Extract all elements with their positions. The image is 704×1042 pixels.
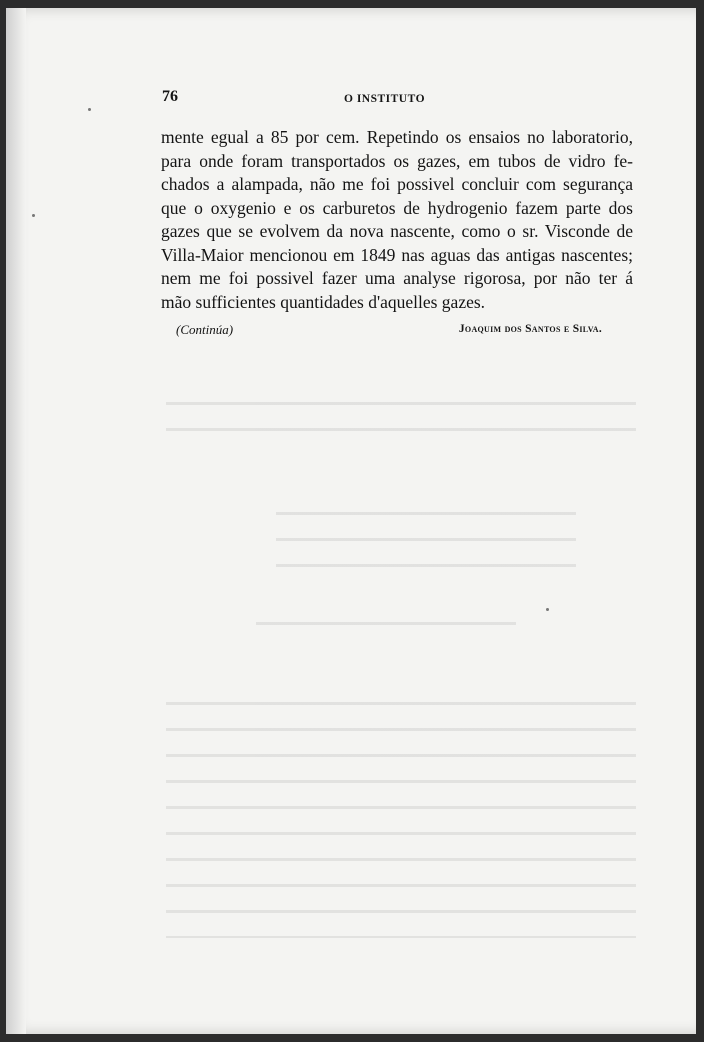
text-line: mente egual a 85 por cem. Repetindo os ensaios no laboratorio, <box>161 127 633 147</box>
continua-note: (Continúa) <box>176 322 234 337</box>
text-line: mão sufficientes quantidades d'aquelles gazes. <box>161 291 486 312</box>
ink-speck <box>32 214 35 217</box>
book-page <box>6 8 696 1034</box>
text-line: Villa-Maior mencionou em 1849 nas aguas das antigas nascentes; <box>161 244 633 265</box>
body-paragraph <box>161 126 633 314</box>
running-title: O INSTITUTO <box>344 93 426 105</box>
text-line: nem me foi possivel fazer uma analyse rigorosa, por não ter á <box>161 268 633 288</box>
text-line: que o oxygenio e os carburetos de hydrogenio fazem parte dos <box>161 197 633 218</box>
text-line: gazes que se evolvem da nova nascente, como o sr. Visconde de <box>161 221 633 241</box>
ink-speck <box>546 608 549 611</box>
page-number: 76 <box>162 88 178 105</box>
signature-row <box>176 322 602 342</box>
ink-speck <box>88 108 91 111</box>
text-line: chados a alampada, não me foi possivel concluir com segurança <box>161 174 633 194</box>
author-signature: Joaquim dos Santos e Silva. <box>458 323 602 335</box>
text-line: para onde foram transportados os gazes, em tubos de vidro fe- <box>161 150 633 171</box>
page-header <box>158 88 638 112</box>
